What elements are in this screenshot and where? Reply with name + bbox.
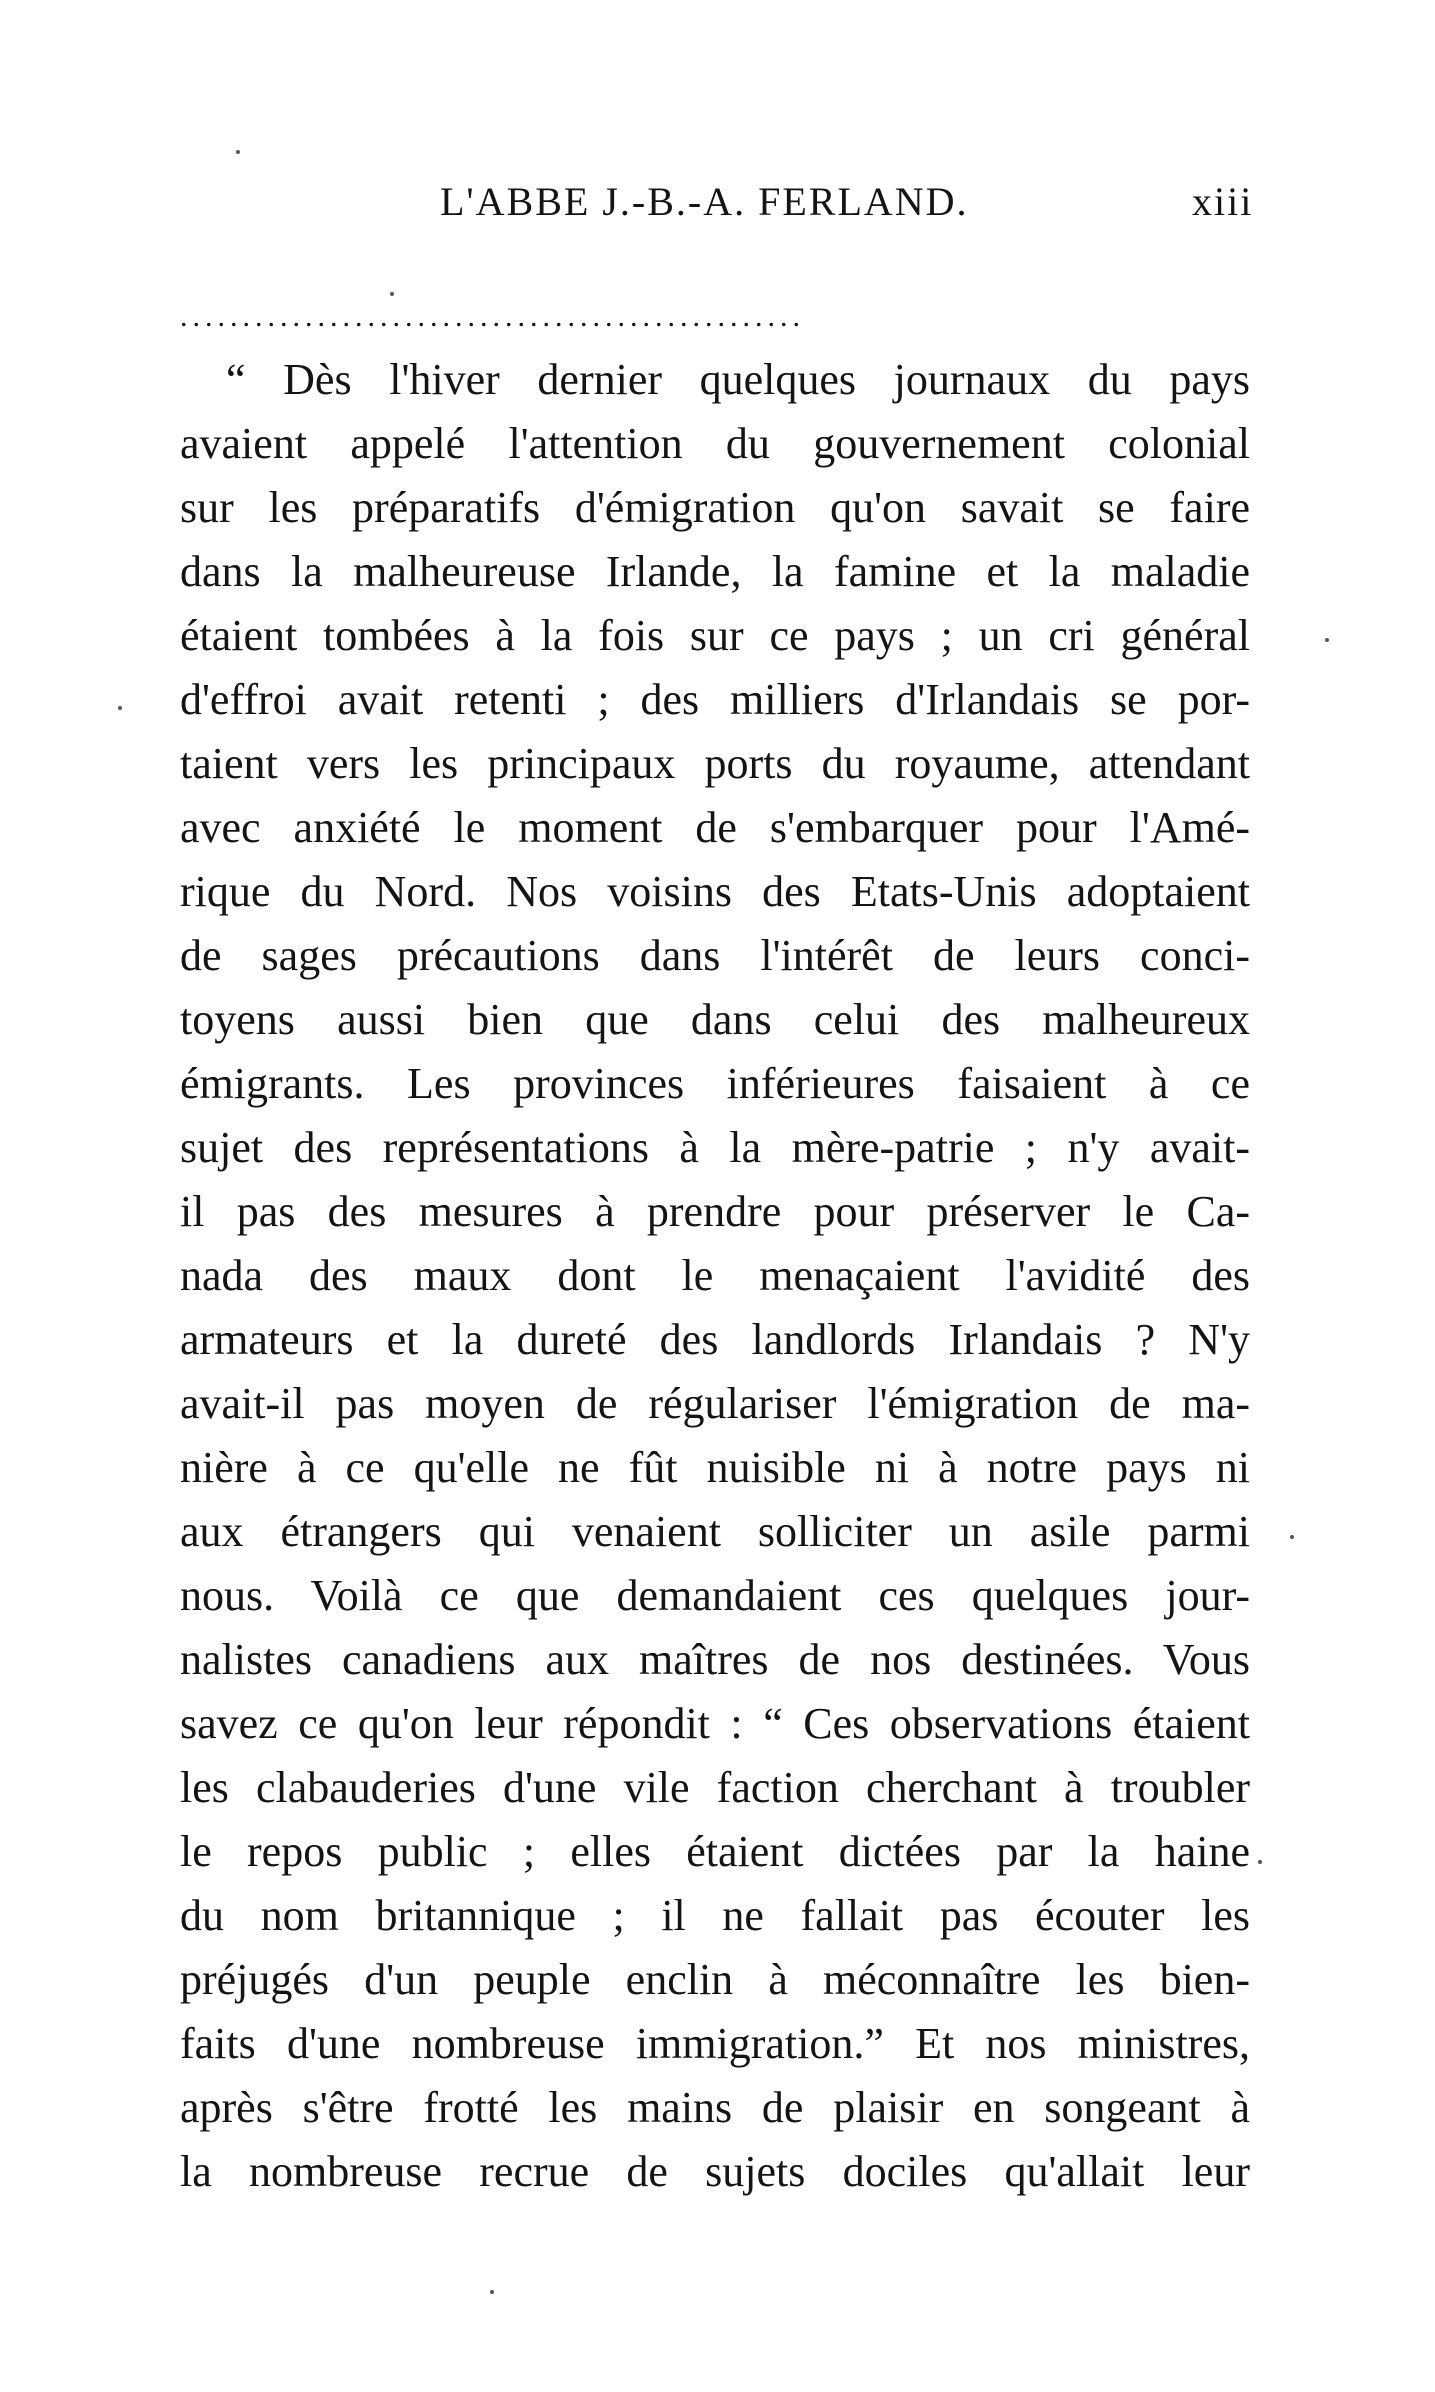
text-line: taient vers les principaux ports du royaume, attendant: [180, 739, 1250, 788]
text-line: dans la malheureuse Irlande, la famine et la maladie: [180, 547, 1250, 596]
text-line: nière à ce qu'elle ne fût nuisible ni à notre pays ni: [180, 1443, 1250, 1492]
text-line: d'effroi avait retenti ; des milliers d'Irlandais se por-: [180, 675, 1250, 724]
scan-speck: [236, 150, 240, 154]
text-line: de sages précautions dans l'intérêt de leurs conci-: [180, 931, 1250, 980]
text-line: nous. Voilà ce que demandaient ces quelques jour-: [180, 1571, 1250, 1620]
text-line: préjugés d'un peuple enclin à méconnaître les bien-: [180, 1955, 1250, 2004]
text-line: rique du Nord. Nos voisins des Etats-Unis adoptaient: [180, 867, 1250, 916]
text-line: avec anxiété le moment de s'embarquer pour l'Amé-: [180, 803, 1250, 852]
text-line: la nombreuse recrue de sujets dociles qu'allait leur: [180, 2147, 1250, 2196]
omission-dots: ..................................................: [180, 300, 805, 333]
text-line: avaient appelé l'attention du gouvernement colonial: [180, 419, 1250, 468]
text-line: sujet des représentations à la mère-patrie ; n'y avait-: [180, 1123, 1250, 1172]
scan-speck: [390, 292, 394, 296]
text-line: après s'être frotté les mains de plaisir en songeant à: [180, 2083, 1250, 2132]
scan-speck: [490, 2290, 494, 2294]
text-line: “ Dès l'hiver dernier quelques journaux du pays: [226, 355, 1250, 404]
page-number: xiii: [1192, 179, 1254, 224]
text-line: nalistes canadiens aux maîtres de nos destinées. Vous: [180, 1635, 1250, 1684]
running-head: [0, 178, 1435, 238]
text-line: toyens aussi bien que dans celui des malheureux: [180, 995, 1250, 1044]
text-line: savez ce qu'on leur répondit : “ Ces observations étaient: [180, 1699, 1250, 1748]
text-line: sur les préparatifs d'émigration qu'on savait se faire: [180, 483, 1250, 532]
text-line: étaient tombées à la fois sur ce pays ; un cri général: [180, 611, 1250, 660]
text-line: le repos public ; elles étaient dictées par la haine: [180, 1827, 1250, 1876]
text-line: nada des maux dont le menaçaient l'avidité des: [180, 1251, 1250, 1300]
text-line: armateurs et la dureté des landlords Irlandais ? N'y: [180, 1315, 1250, 1364]
scan-speck: [118, 706, 122, 710]
text-line: faits d'une nombreuse immigration.” Et nos ministres,: [180, 2019, 1250, 2068]
text-line: les clabauderies d'une vile faction cherchant à troubler: [180, 1763, 1250, 1812]
text-line: aux étrangers qui venaient solliciter un asile parmi: [180, 1507, 1250, 1556]
body-text: [180, 348, 1250, 2204]
text-line: avait-il pas moyen de régulariser l'émigration de ma-: [180, 1379, 1250, 1428]
text-line: il pas des mesures à prendre pour préserver le Ca-: [180, 1187, 1250, 1236]
running-head-title: L'ABBE J.-B.-A. FERLAND.: [440, 179, 969, 224]
scan-speck: [1258, 1860, 1262, 1864]
text-line: du nom britannique ; il ne fallait pas écouter les: [180, 1891, 1250, 1940]
scan-speck: [1290, 1535, 1294, 1539]
text-line: émigrants. Les provinces inférieures faisaient à ce: [180, 1059, 1250, 1108]
scan-speck: [1325, 638, 1329, 642]
